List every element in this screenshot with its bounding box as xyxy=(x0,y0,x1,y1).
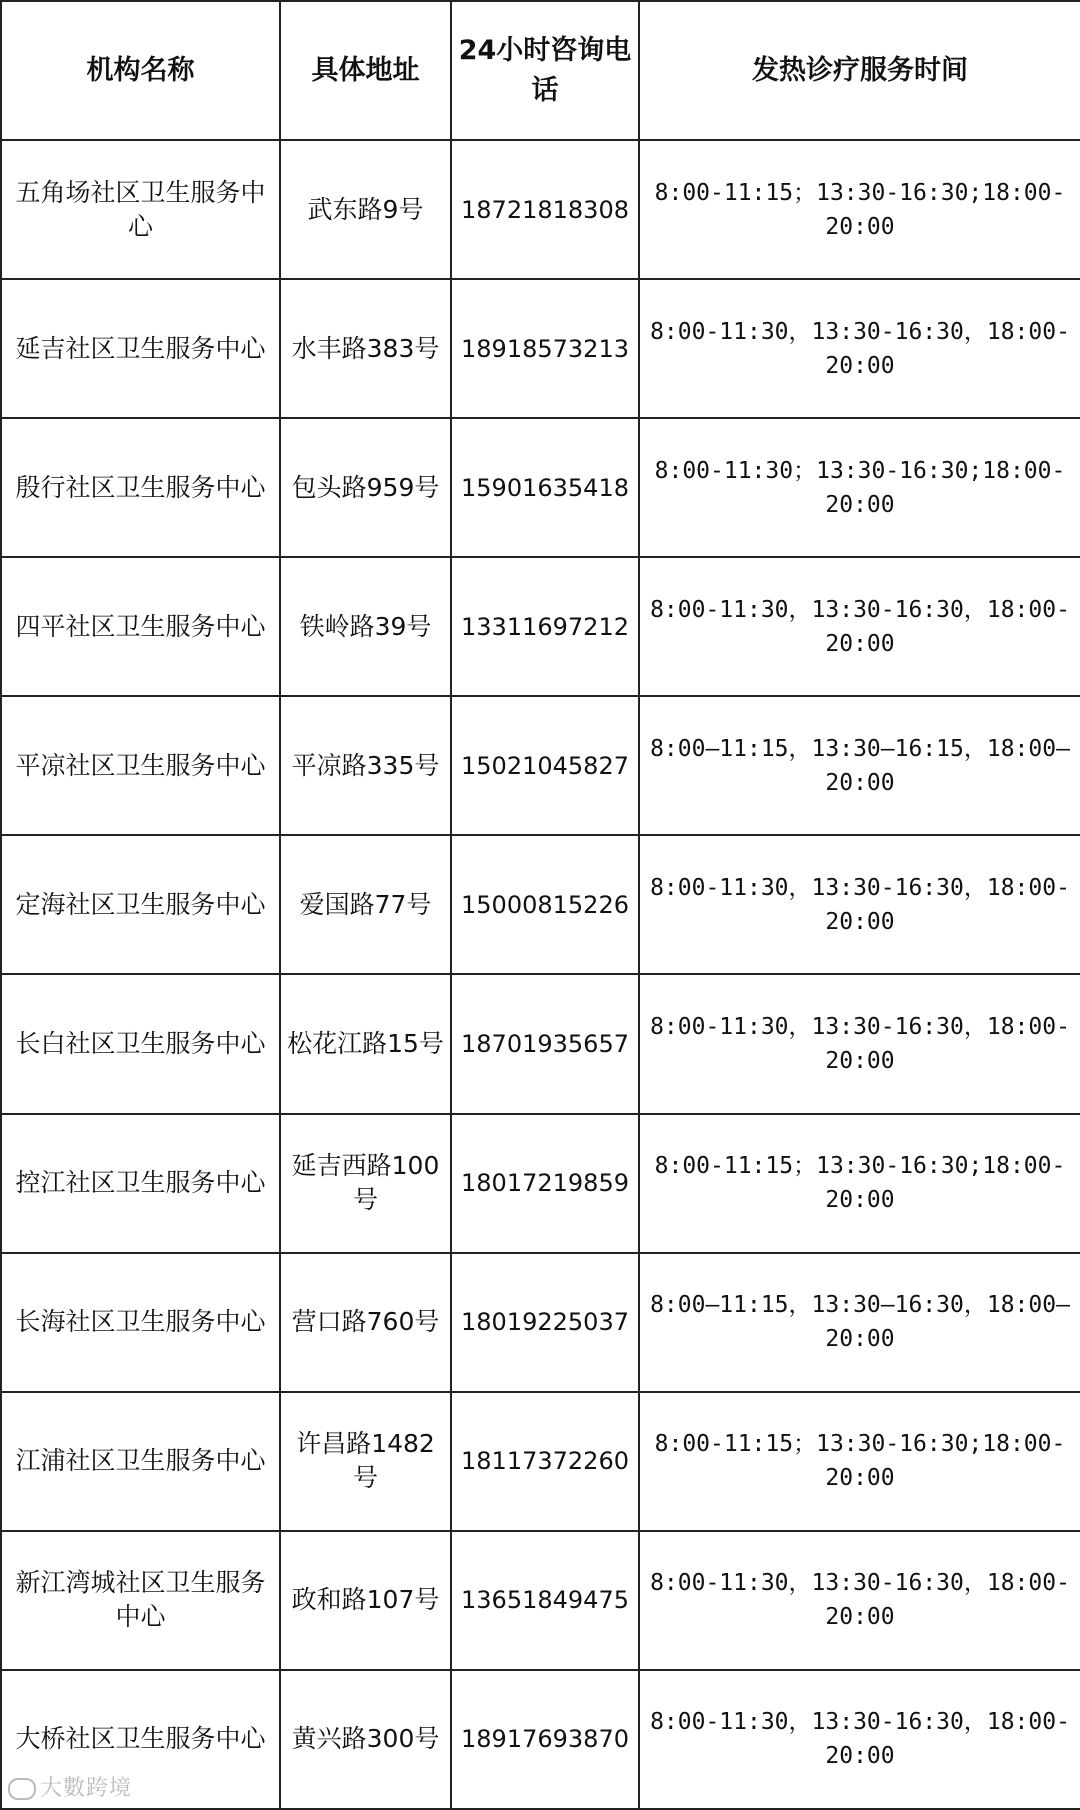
header-institution-name: 机构名称 xyxy=(1,1,280,140)
table-row xyxy=(1,1392,1080,1531)
address-cell: 营口路760号 xyxy=(280,1253,451,1392)
watermark-text: 大數跨境 xyxy=(40,1776,133,1801)
hours-cell: 8:00-11:30，13:30-16:30，18:00-20:00 xyxy=(639,557,1080,696)
hours-cell: 8:00-11:30，13:30-16:30，18:00-20:00 xyxy=(639,974,1080,1113)
table-header-row xyxy=(1,1,1080,140)
institution-name-cell: 延吉社区卫生服务中心 xyxy=(1,279,280,418)
hours-cell: 8:00-11:30，13:30-16:30，18:00-20:00 xyxy=(639,1670,1080,1809)
address-cell: 平凉路335号 xyxy=(280,696,451,835)
institution-name-cell: 大桥社区卫生服务中心 xyxy=(1,1670,280,1809)
institution-name-cell: 控江社区卫生服务中心 xyxy=(1,1114,280,1253)
hours-cell: 8:00—11:15，13:30—16:15，18:00—20:00 xyxy=(639,696,1080,835)
phone-cell: 13651849475 xyxy=(451,1531,639,1670)
phone-cell: 13311697212 xyxy=(451,557,639,696)
hours-cell: 8:00-11:30，13:30-16:30，18:00-20:00 xyxy=(639,279,1080,418)
address-cell: 包头路959号 xyxy=(280,418,451,557)
institution-name-cell: 殷行社区卫生服务中心 xyxy=(1,418,280,557)
institution-name-cell: 五角场社区卫生服务中心 xyxy=(1,140,280,279)
institution-name-cell: 新江湾城社区卫生服务中心 xyxy=(1,1531,280,1670)
institution-name-cell: 长白社区卫生服务中心 xyxy=(1,974,280,1113)
address-cell: 爱国路77号 xyxy=(280,835,451,974)
phone-cell: 15901635418 xyxy=(451,418,639,557)
hours-cell: 8:00-11:15；13:30-16:30;18:00-20:00 xyxy=(639,140,1080,279)
table-row xyxy=(1,696,1080,835)
table-row xyxy=(1,418,1080,557)
table-row xyxy=(1,1253,1080,1392)
institution-name-cell: 长海社区卫生服务中心 xyxy=(1,1253,280,1392)
hours-cell: 8:00—11:15，13:30—16:30，18:00—20:00 xyxy=(639,1253,1080,1392)
table-row xyxy=(1,557,1080,696)
phone-cell: 15021045827 xyxy=(451,696,639,835)
watermark xyxy=(8,1771,132,1802)
address-cell: 许昌路1482号 xyxy=(280,1392,451,1531)
hours-cell: 8:00-11:30，13:30-16:30，18:00-20:00 xyxy=(639,1531,1080,1670)
address-cell: 武东路9号 xyxy=(280,140,451,279)
address-cell: 水丰路383号 xyxy=(280,279,451,418)
address-cell: 延吉西路100号 xyxy=(280,1114,451,1253)
institution-name-cell: 平凉社区卫生服务中心 xyxy=(1,696,280,835)
header-address: 具体地址 xyxy=(280,1,451,140)
phone-cell: 18117372260 xyxy=(451,1392,639,1531)
institution-name-cell: 定海社区卫生服务中心 xyxy=(1,835,280,974)
table-row xyxy=(1,1670,1080,1809)
phone-cell: 18918573213 xyxy=(451,279,639,418)
address-cell: 松花江路15号 xyxy=(280,974,451,1113)
hours-cell: 8:00-11:30；13:30-16:30;18:00-20:00 xyxy=(639,418,1080,557)
phone-cell: 18019225037 xyxy=(451,1253,639,1392)
hours-cell: 8:00-11:15；13:30-16:30;18:00-20:00 xyxy=(639,1114,1080,1253)
table-row xyxy=(1,1114,1080,1253)
table-body xyxy=(1,140,1080,1809)
table-row xyxy=(1,279,1080,418)
address-cell: 黄兴路300号 xyxy=(280,1670,451,1809)
phone-cell: 18701935657 xyxy=(451,974,639,1113)
phone-cell: 18917693870 xyxy=(451,1670,639,1809)
table-row xyxy=(1,974,1080,1113)
table-row xyxy=(1,835,1080,974)
institution-name-cell: 江浦社区卫生服务中心 xyxy=(1,1392,280,1531)
header-phone: 24小时咨询电话 xyxy=(451,1,639,140)
hours-cell: 8:00-11:30，13:30-16:30，18:00-20:00 xyxy=(639,835,1080,974)
table-row xyxy=(1,1531,1080,1670)
institution-name-cell: 四平社区卫生服务中心 xyxy=(1,557,280,696)
phone-cell: 18017219859 xyxy=(451,1114,639,1253)
address-cell: 政和路107号 xyxy=(280,1531,451,1670)
watermark-logo-icon xyxy=(8,1778,36,1800)
address-cell: 铁岭路39号 xyxy=(280,557,451,696)
table-row xyxy=(1,140,1080,279)
header-fever-clinic-hours: 发热诊疗服务时间 xyxy=(639,1,1080,140)
phone-cell: 18721818308 xyxy=(451,140,639,279)
hours-cell: 8:00-11:15；13:30-16:30;18:00-20:00 xyxy=(639,1392,1080,1531)
phone-cell: 15000815226 xyxy=(451,835,639,974)
